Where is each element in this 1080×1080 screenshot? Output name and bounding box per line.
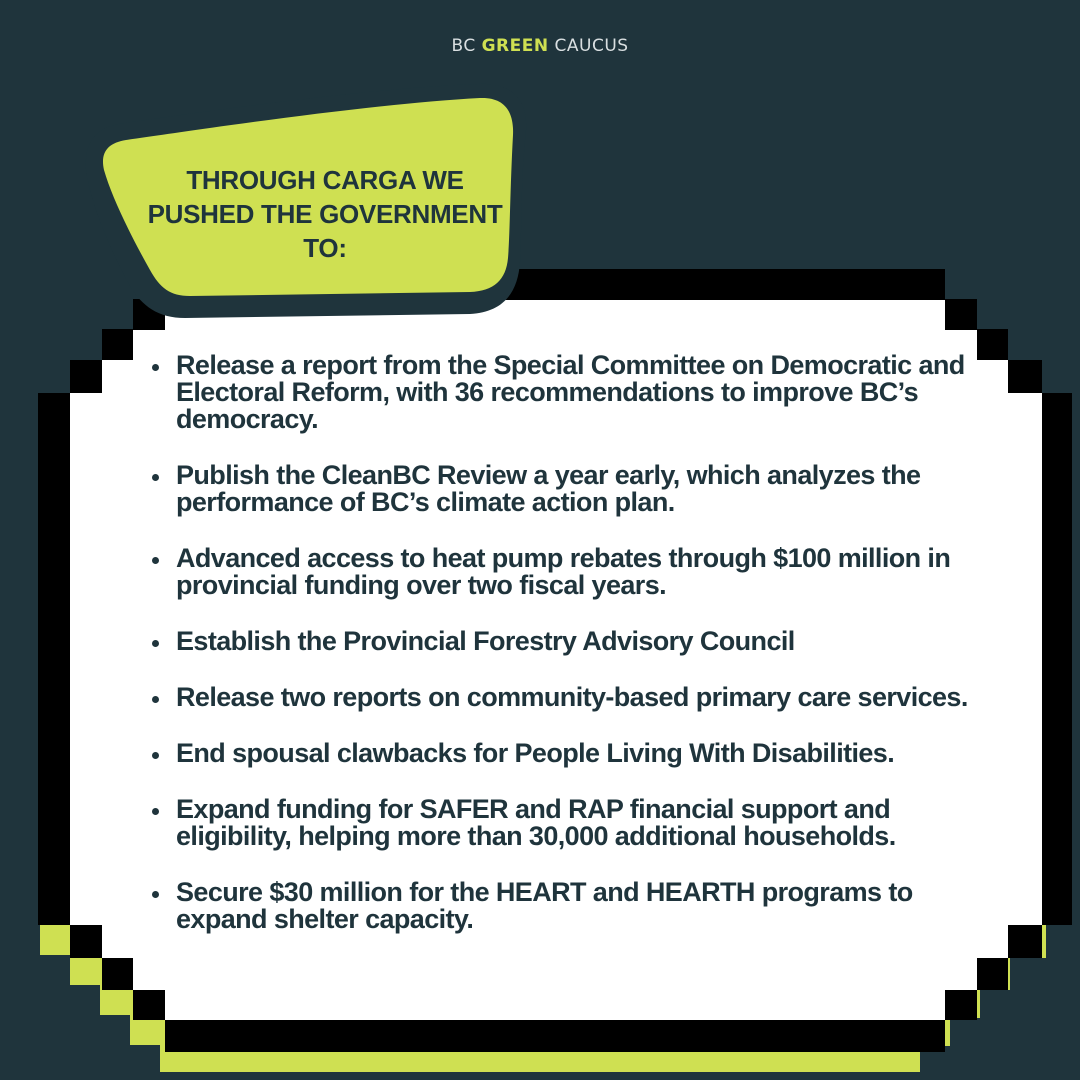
list-item: Release a report from the Special Committee on Democratic and Electoral Reform, with 36 recommendations to improve BC’s democracy.: [150, 352, 970, 433]
list-item: Advanced access to heat pump rebates through $100 million in provincial funding over two fiscal years.: [150, 545, 970, 599]
heading-line-1: THROUGH CARGA WE: [186, 165, 464, 195]
list-item: Expand funding for SAFER and RAP financial support and eligibility, helping more than 30,000 additional households.: [150, 796, 970, 850]
brand-suffix: CAUCUS: [554, 36, 629, 56]
achievements-list: [150, 352, 970, 933]
heading-line-3: TO:: [303, 233, 347, 263]
list-item: End spousal clawbacks for People Living With Disabilities.: [150, 740, 970, 767]
list-item: Release two reports on community-based primary care services.: [150, 684, 970, 711]
list-item: Establish the Provincial Forestry Advisory Council: [150, 628, 970, 655]
page-heading: [130, 163, 520, 265]
list-item: Secure $30 million for the HEART and HEARTH programs to expand shelter capacity.: [150, 879, 970, 933]
brand-prefix: BC: [451, 36, 476, 56]
list-item: Publish the CleanBC Review a year early, which analyzes the performance of BC’s climate action plan.: [150, 462, 970, 516]
heading-line-2: PUSHED THE GOVERNMENT: [147, 199, 503, 229]
brand-highlight: GREEN: [481, 36, 549, 56]
